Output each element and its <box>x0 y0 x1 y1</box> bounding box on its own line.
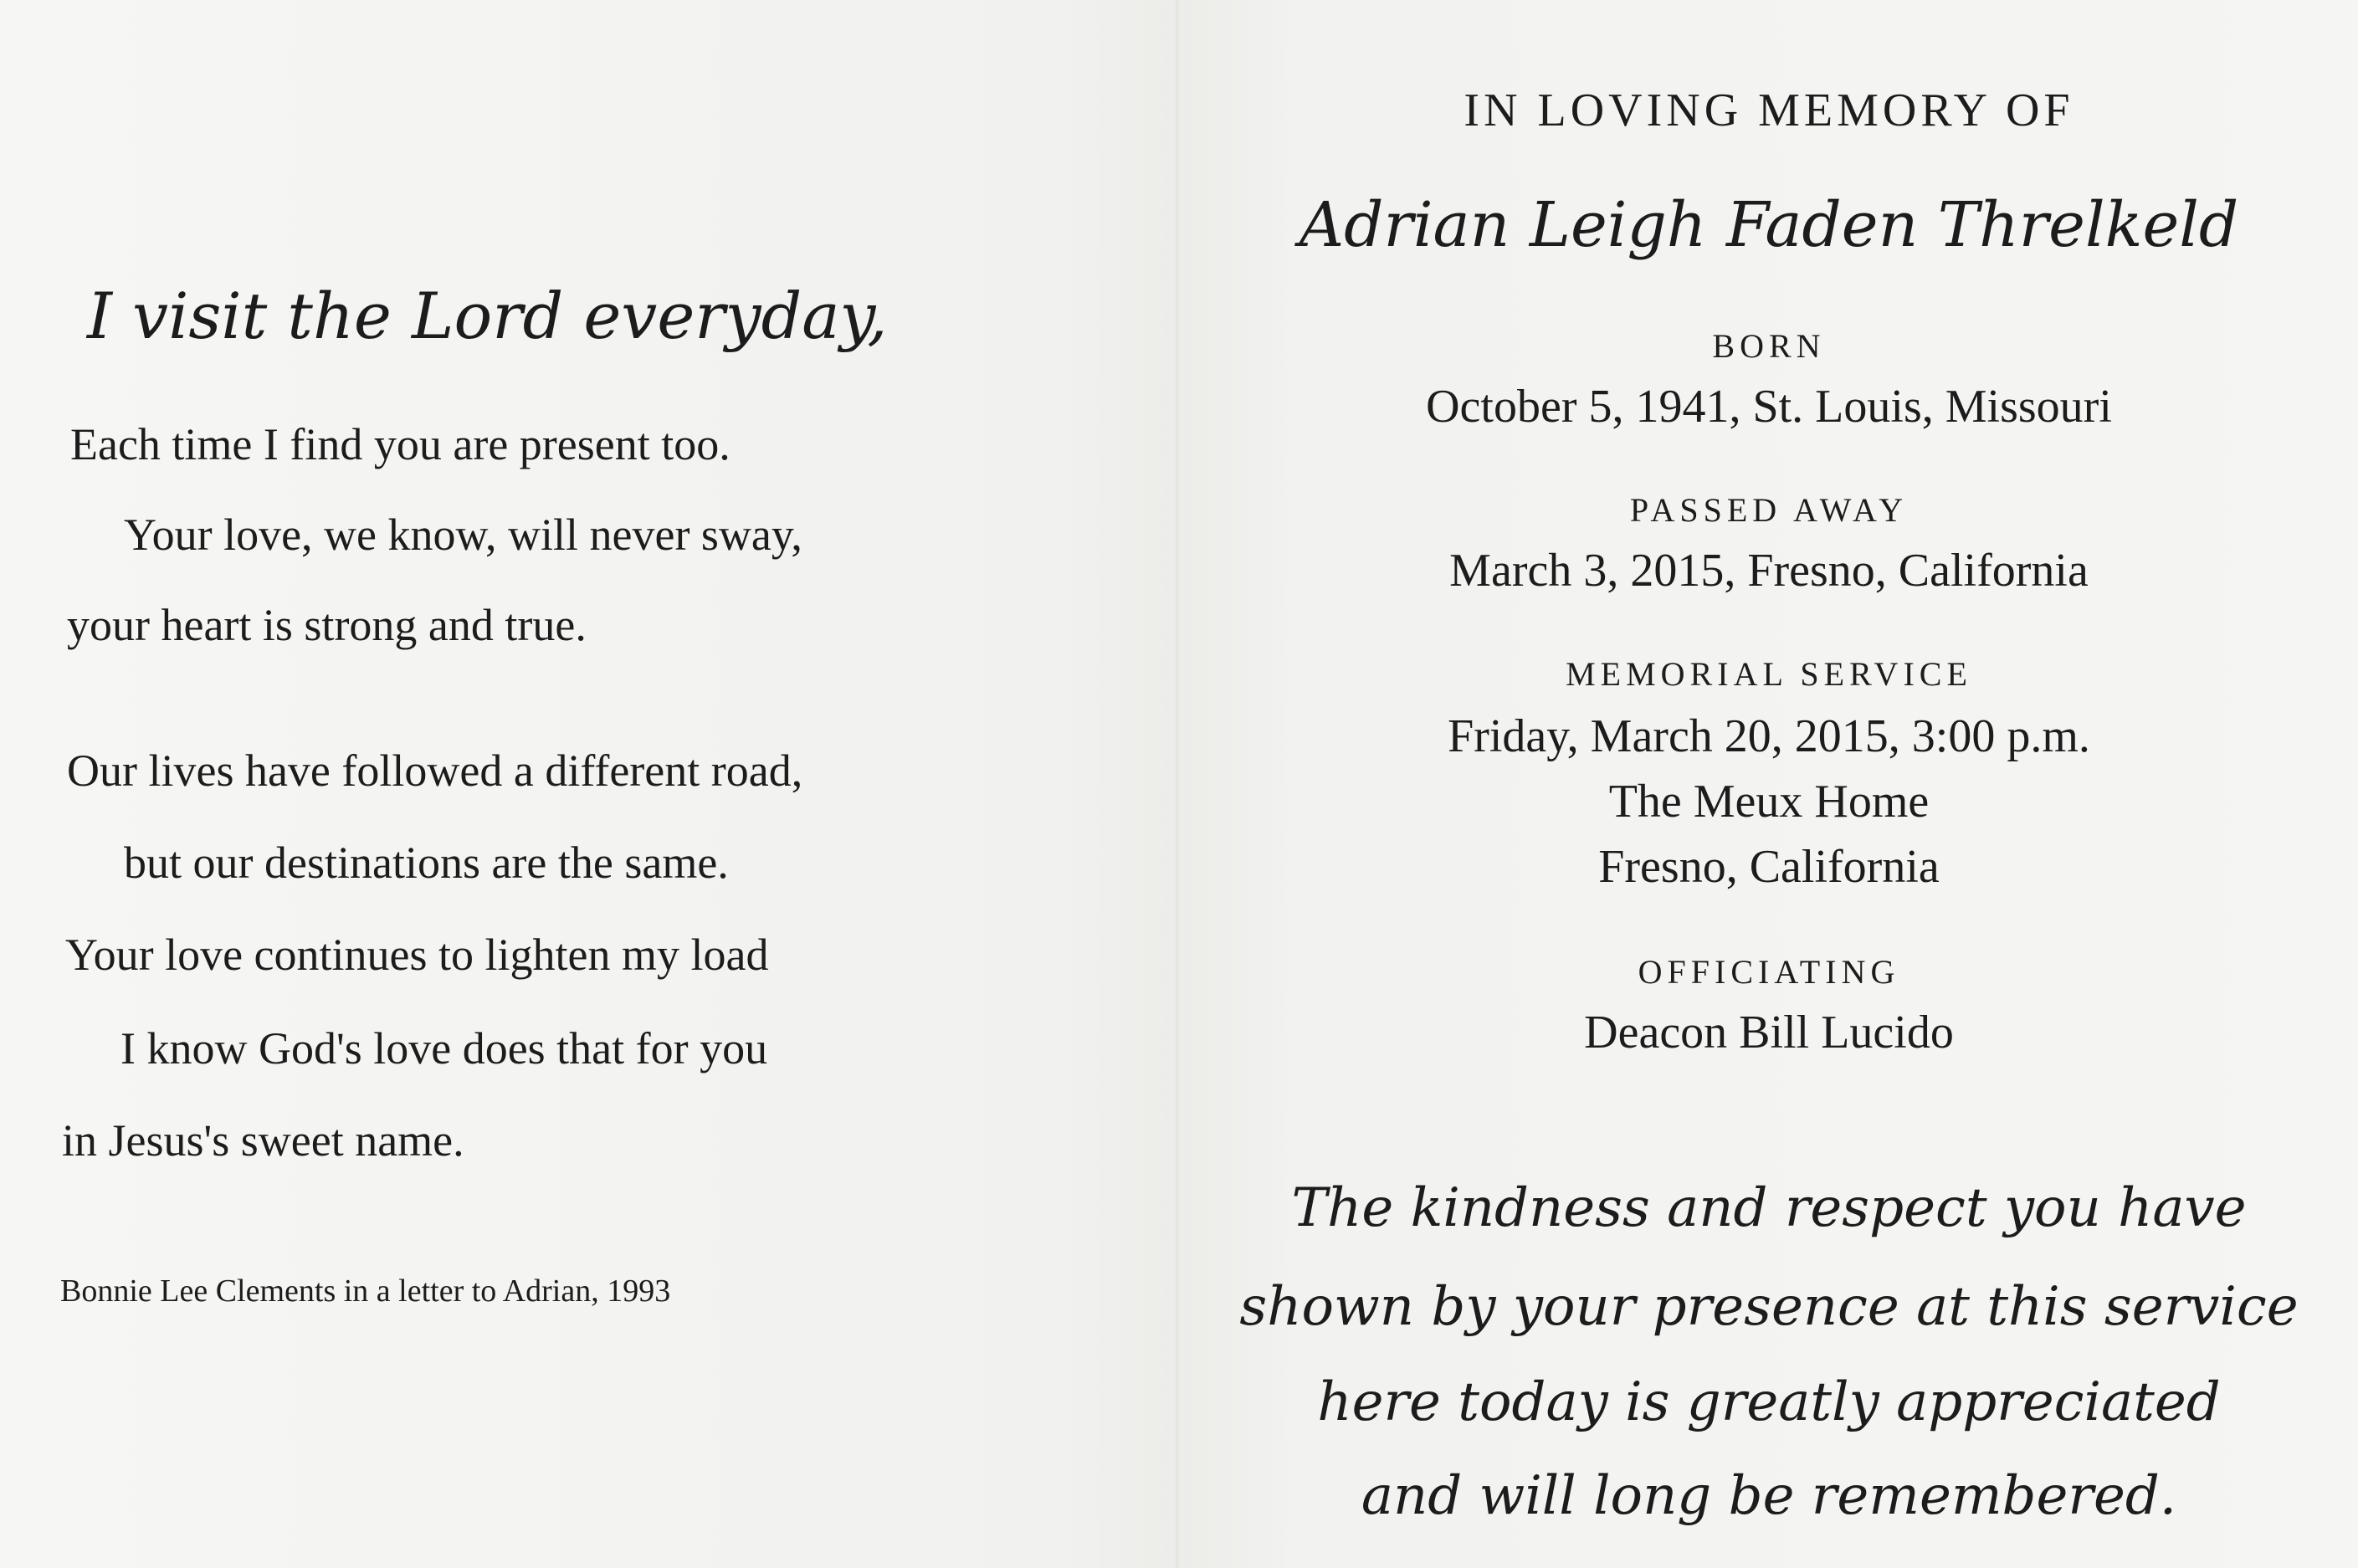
verse-line: Our lives have followed a different road, <box>67 746 803 796</box>
memorial-service-label: MEMORIAL SERVICE <box>1566 655 1972 693</box>
passed-away-label: PASSED AWAY <box>1629 491 1909 529</box>
right-panel <box>1180 0 2358 1568</box>
verse-line: your heart is strong and true. <box>67 600 587 650</box>
verse-line: Your love continues to lighten my load <box>65 930 769 980</box>
born-label: BORN <box>1712 327 1826 365</box>
memory-heading: IN LOVING MEMORY OF <box>1463 85 2074 136</box>
verse-line: Each time I find you are present too. <box>70 419 730 469</box>
verse-line: I know God's love does that for you <box>120 1023 768 1074</box>
memorial-service-venue: The Meux Home <box>1608 776 1930 828</box>
deceased-name: Adrian Leigh Faden Threlkeld <box>1299 189 2239 261</box>
verse-attribution: Bonnie Lee Clements in a letter to Adrian, 1993 <box>60 1273 671 1309</box>
closing-line: The kindness and respect you have <box>1291 1177 2247 1239</box>
verse-line: but our destinations are the same. <box>124 838 729 888</box>
verse-heading: I visit the Lord everyday, <box>87 279 888 353</box>
born-value: October 5, 1941, St. Louis, Missouri <box>1426 381 2112 433</box>
passed-away-value: March 3, 2015, Fresno, California <box>1449 545 2089 597</box>
memorial-service-location: Fresno, California <box>1598 841 1940 893</box>
closing-line: and will long be remembered. <box>1361 1465 2177 1527</box>
left-panel <box>0 0 1171 1568</box>
memorial-service-date: Friday, March 20, 2015, 3:00 p.m. <box>1448 710 2090 762</box>
verse-line: in Jesus's sweet name. <box>62 1115 464 1166</box>
closing-line: shown by your presence at this service <box>1239 1276 2299 1338</box>
officiating-value: Deacon Bill Lucido <box>1584 1007 1954 1058</box>
closing-line: here today is greatly appreciated <box>1317 1371 2221 1433</box>
verse-line: Your love, we know, will never sway, <box>124 510 802 560</box>
officiating-label: OFFICIATING <box>1638 953 1900 991</box>
